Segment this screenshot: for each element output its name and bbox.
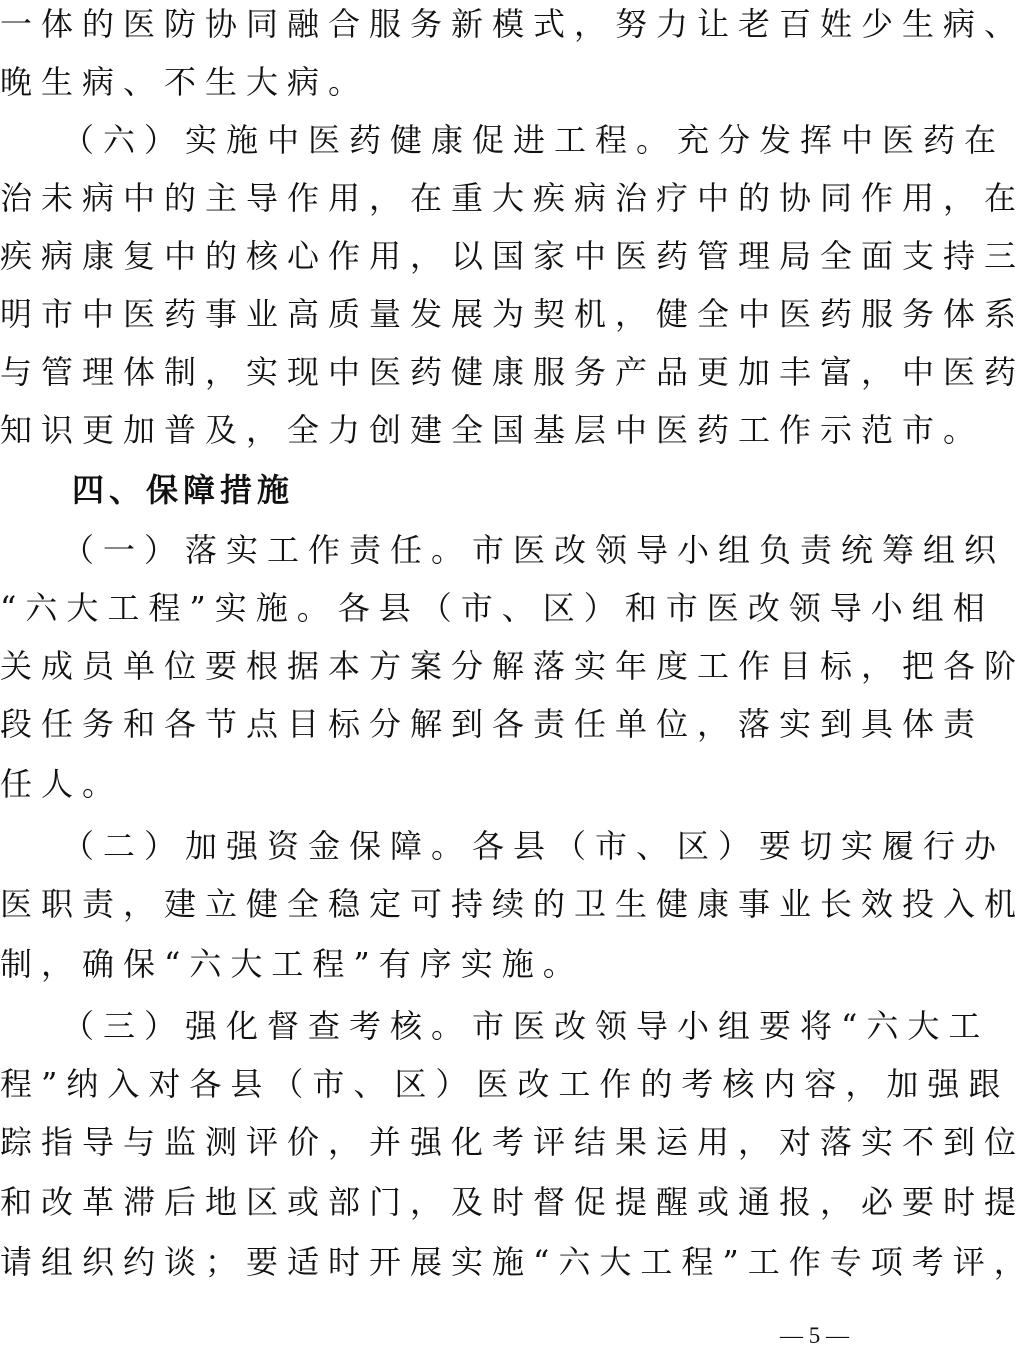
text-line-21: 和改革滞后地区或部门，及时督促提醒或通报，必要时提	[0, 1183, 1026, 1221]
text-line-7: 与管理体制，实现中医药健康服务产品更加丰富，中医药	[0, 353, 1026, 391]
text-line-19: 程”纳入对各县（市、区）医改工作的考核内容，加强跟	[0, 1065, 1010, 1103]
text-line-15: （二）加强资金保障。各县（市、区）要切实履行办	[62, 827, 1006, 865]
text-line-5: 疾病康复中的核心作用，以国家中医药管理局全面支持三	[0, 237, 1026, 275]
text-line-18: （三）强化督查考核。市医改领导小组要将“六大工	[62, 1007, 990, 1045]
text-line-22: 请组织约谈；要适时开展实施“六大工程”工作专项考评，	[0, 1243, 1035, 1281]
text-line-2: 晚生病、不生大病。	[0, 63, 370, 101]
text-line-11: “六大工程”实施。各县（市、区）和市医改领导小组相	[0, 589, 994, 627]
text-line-4: 治未病中的主导作用，在重大疾病治疗中的协同作用，在	[0, 179, 1026, 217]
text-line-20: 踪指导与监测评价，并强化考评结果运用，对落实不到位	[0, 1123, 1026, 1161]
text-line-8: 知识更加普及，全力创建全国基层中医药工作示范市。	[0, 411, 985, 449]
text-line-17: 制，确保“六大工程”有序实施。	[0, 945, 584, 983]
text-line-16: 医职责，建立健全稳定可持续的卫生健康事业长效投入机	[0, 885, 1026, 923]
page-number: — 5 —	[780, 1323, 849, 1348]
text-line-6: 明市中医药事业高质量发展为契机，健全中医药服务体系	[0, 295, 1026, 333]
text-line-12: 关成员单位要根据本方案分解落实年度工作目标，把各阶	[0, 647, 1026, 685]
text-line-13: 段任务和各节点目标分解到各责任单位，落实到具体责	[0, 705, 985, 743]
text-line-1: 一体的医防协同融合服务新模式，努力让老百姓少生病、	[0, 5, 1026, 43]
text-line-3: （六）实施中医药健康促进工程。充分发挥中医药在	[62, 121, 1006, 159]
text-line-14: 任人。	[0, 765, 124, 803]
section-heading: 四、保障措施	[72, 471, 295, 509]
text-line-10: （一）落实工作责任。市医改领导小组负责统筹组织	[62, 531, 1006, 569]
